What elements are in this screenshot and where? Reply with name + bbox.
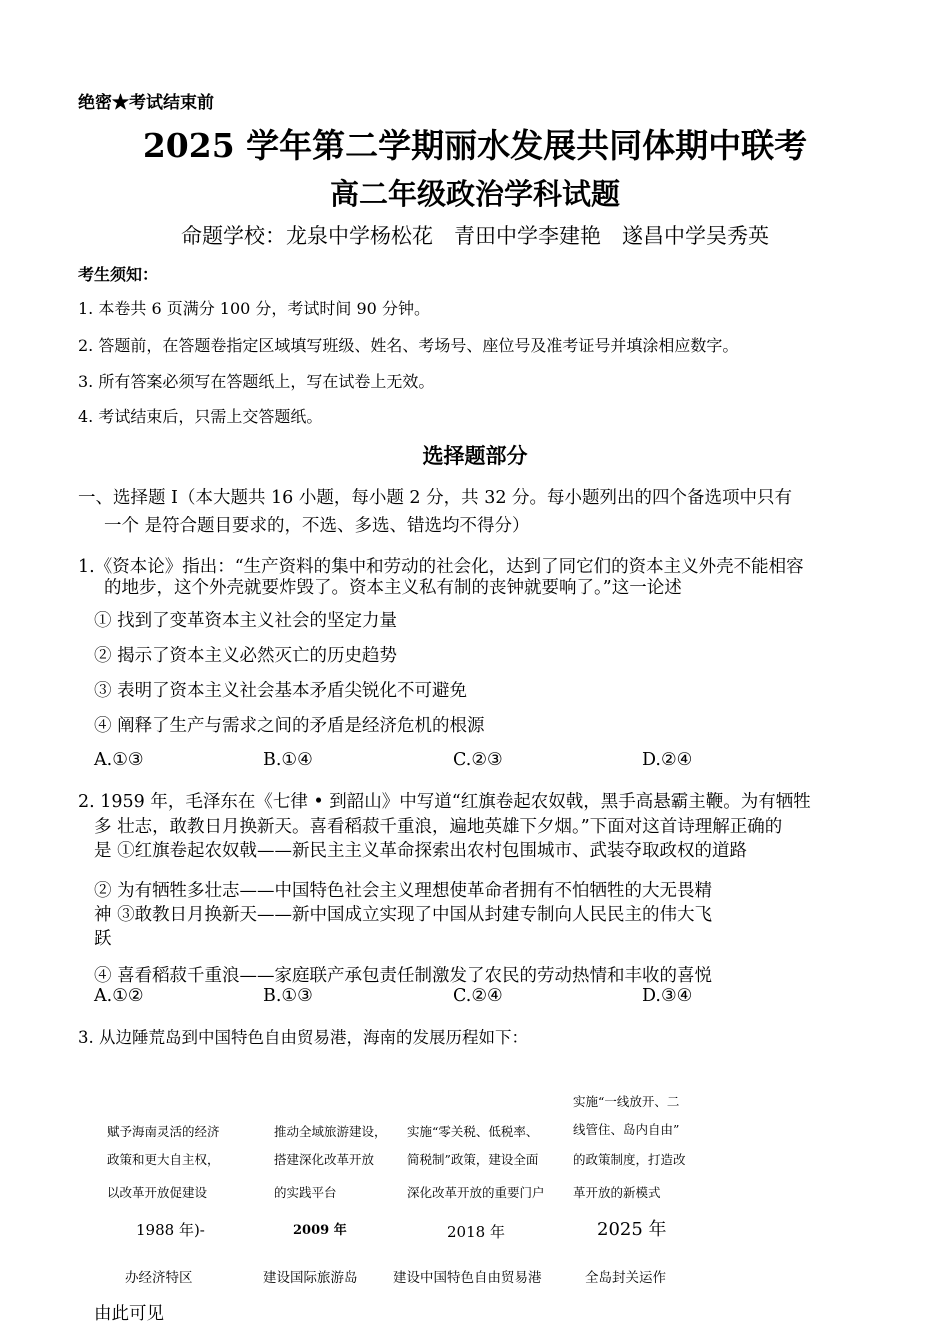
exam-title: 2025 学年第二学期丽水发展共同体期中联考 — [142, 126, 808, 165]
q2-item: ② 为有牺牲多壮志——中国特色社会主义理想使革命者拥有不怕牺牲的大无畏精 — [94, 881, 713, 901]
section-instructions: 一、选择题 I（本大题共 16 小题，每小题 2 分，共 32 分。每小题列出的四个备选项中只有 — [78, 488, 793, 508]
timeline-desc-2018: 深化改革开放的重要门户 — [407, 1185, 545, 1200]
notice-heading: 考生须知： — [78, 265, 159, 284]
timeline-desc-1988: 政策和更大自主权， — [107, 1152, 220, 1167]
authors-line: 命题学校：龙泉中学杨松花 青田中学李建艳 遂昌中学吴秀英 — [181, 224, 769, 248]
notice-item: 2. 答题前，在答题卷指定区域填写班级、姓名、考场号、座位号及准考证号并填涂相应数字。 — [78, 336, 739, 355]
timeline-desc-2025: 实施“一线放开、二 — [573, 1094, 680, 1109]
timeline-desc-2025: 革开放的新模式 — [573, 1185, 661, 1200]
q2-option[interactable]: B.①③ — [263, 986, 313, 1006]
timeline-year: 2018 年 — [447, 1223, 505, 1241]
q1-item: ④ 阐释了生产与需求之间的矛盾是经济危机的根源 — [94, 716, 485, 736]
notice-item: 1. 本卷共 6 页满分 100 分，考试时间 90 分钟。 — [78, 299, 430, 318]
timeline-desc-2018: 简税制”政策，建设全面 — [407, 1152, 539, 1167]
timeline-desc-2018: 实施“零关税、低税率、 — [407, 1124, 539, 1139]
q1-option[interactable]: D.②④ — [642, 750, 693, 770]
q2-option[interactable]: A.①② — [94, 986, 144, 1006]
exam-subtitle: 高二年级政治学科试题 — [329, 177, 620, 211]
notice-item: 3. 所有答案必须写在答题纸上，写在试卷上无效。 — [78, 372, 435, 391]
timeline-stage: 办经济特区 — [125, 1270, 193, 1286]
q2-option[interactable]: D.③④ — [642, 986, 693, 1006]
confidential-label: 绝密★考试结束前 — [78, 93, 214, 113]
timeline-stage: 全岛封关运作 — [585, 1270, 666, 1286]
section-instructions: 一个 是符合题目要求的，不选、多选、错选均不得分） — [104, 516, 530, 536]
q3-footer: 由此可见 — [94, 1304, 164, 1324]
q2-item: 跃 — [94, 929, 112, 949]
q2-option[interactable]: C.②④ — [453, 986, 503, 1006]
timeline-year: 2009 年 — [293, 1223, 347, 1238]
q2-stem: 是 ①红旗卷起农奴戟——新民主主义革命探索出农村包围城市、武装夺取政权的道路 — [94, 841, 748, 861]
notice-item: 4. 考试结束后，只需上交答题纸。 — [78, 407, 323, 426]
q1-item: ③ 表明了资本主义社会基本矛盾尖锐化不可避免 — [94, 681, 468, 701]
q1-option[interactable]: B.①④ — [263, 750, 313, 770]
timeline-year: 1988 年)- — [136, 1221, 205, 1239]
timeline-desc-1988: 赋予海南灵活的经济 — [107, 1124, 220, 1139]
q1-option[interactable]: A.①③ — [94, 750, 144, 770]
timeline-year: 2025 年 — [597, 1219, 667, 1240]
timeline-desc-1988: 以改革开放促建设 — [107, 1185, 208, 1200]
q2-stem: 2. 1959 年，毛泽东在《七律 • 到韶山》中写道“红旗卷起农奴戟，黑手高悬霸主鞭。为有牺牲 — [78, 792, 811, 812]
timeline-stage: 建设中国特色自由贸易港 — [393, 1270, 542, 1286]
q1-stem: 1.《资本论》指出：“生产资料的集中和劳动的社会化，达到了同它们的资本主义外壳不能相容 — [78, 557, 804, 577]
q1-stem: 的地步，这个外壳就要炸毁了。资本主义私有制的丧钟就要响了。”这一论述 — [104, 578, 682, 598]
timeline-desc-2025: 线管住、岛内自由” — [573, 1122, 680, 1137]
q2-item: 神 ③敢教日月换新天——新中国成立实现了中国从封建专制向人民民主的伟大飞 — [94, 905, 713, 925]
timeline-desc-2009: 搭建深化改革开放 — [274, 1152, 375, 1167]
q1-item: ② 揭示了资本主义必然灭亡的历史趋势 — [94, 646, 398, 666]
timeline-desc-2025: 的政策制度，打造改 — [573, 1152, 686, 1167]
timeline-desc-2009: 推动全域旅游建设， — [274, 1124, 387, 1139]
q1-option[interactable]: C.②③ — [453, 750, 503, 770]
timeline-desc-2009: 的实践平台 — [274, 1185, 337, 1200]
q3-stem: 3. 从边陲荒岛到中国特色自由贸易港，海南的发展历程如下： — [78, 1028, 528, 1047]
section-title: 选择题部分 — [422, 443, 528, 468]
q1-item: ① 找到了变革资本主义社会的坚定力量 — [94, 611, 398, 631]
timeline-stage: 建设国际旅游岛 — [263, 1270, 358, 1286]
q2-stem: 多 壮志，敢教日月换新天。喜看稻菽千重浪，遍地英雄下夕烟。”下面对这首诗理解正确的 — [94, 817, 783, 837]
q2-item: ④ 喜看稻菽千重浪——家庭联产承包责任制激发了农民的劳动热情和丰收的喜悦 — [94, 966, 713, 986]
